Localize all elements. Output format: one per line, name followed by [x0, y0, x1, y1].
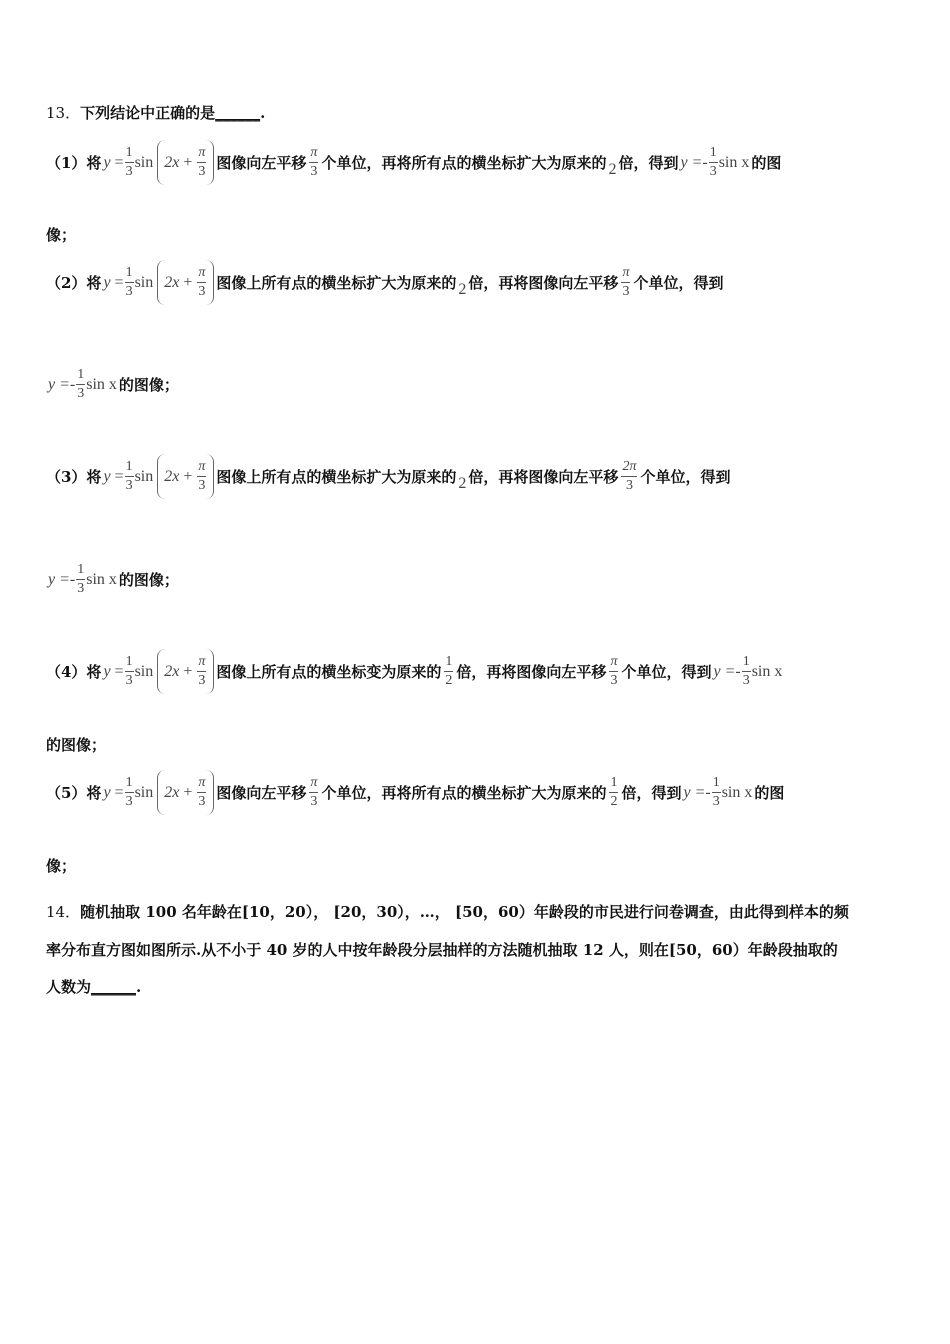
q13-item-1: （1）将 y = $\frac{1}{3}$ sin 2x + $\frac{\pi}{3}$ 图像向左平移 $\frac{\pi}{3}$ 个单位，再将所有点的横坐标扩大为原来的 2 倍，得到 y =- $\frac{1}{3}$ sin x 的图: [46, 140, 781, 185]
formula-result: y =- $\frac{1}{3}$ sin x: [680, 145, 750, 179]
q14-line-1: 14． 随机抽取 100 名年龄在[10，20）， [20，30），…， [50，60）年龄段的市民进行问卷调查，由此得到样本的频: [46, 903, 849, 921]
q13-item-3: （3）将 y = $\frac{1}{3}$ sin 2x + $\frac{\pi}{3}$ 图像上所有点的横坐标扩大为原来的 2 倍，再将图像向左平移 $\frac{2\pi}{3}$ 个单位，得到: [46, 454, 730, 499]
q13-item-5: （5）将 y = $\frac{1}{3}$ sin 2x + $\frac{\pi}{3}$ 图像向左平移 $\frac{\pi}{3}$ 个单位，再将所有点的横坐标扩大为原来的 $\frac{1}{2}$ 倍，得到 y =- $\frac{1}{3}$ sin x 的图: [46, 770, 784, 815]
q13-number: 13．: [46, 104, 81, 122]
formula-source: y = $\frac{1}{3}$ sin 2x + $\frac{\pi}{3}$: [103, 140, 214, 185]
q13-item-4: （4）将 y = $\frac{1}{3}$ sin 2x + $\frac{\pi}{3}$ 图像上所有点的横坐标变为原来的 $\frac{1}{2}$ 倍，再将图像向左平移 $\frac{\pi}{3}$ 个单位，得到 y =- $\frac{1}{3}$ sin x: [46, 649, 784, 694]
q14-line-3: 人数为 ______ .: [46, 977, 142, 996]
q14-number: 14．: [46, 903, 81, 921]
q14-line-2: 率分布直方图如图所示.从不小于 40 岁的人中按年龄段分层抽样的方法随机抽取 12 人，则在[50，60）年龄段抽取的: [46, 941, 838, 959]
q14-answer-blank: ______: [91, 977, 137, 996]
q13-stem: 13． 下列结论中正确的是 ______ .: [46, 103, 266, 122]
q13-stem-text: 下列结论中正确的是: [80, 104, 216, 122]
q13-answer-blank: ______: [215, 103, 261, 122]
q13-item-2: （2）将 y = $\frac{1}{3}$ sin 2x + $\frac{\pi}{3}$ 图像上所有点的横坐标扩大为原来的 2 倍，再将图像向左平移 $\frac{\pi}{3}$ 个单位，得到: [46, 260, 723, 305]
